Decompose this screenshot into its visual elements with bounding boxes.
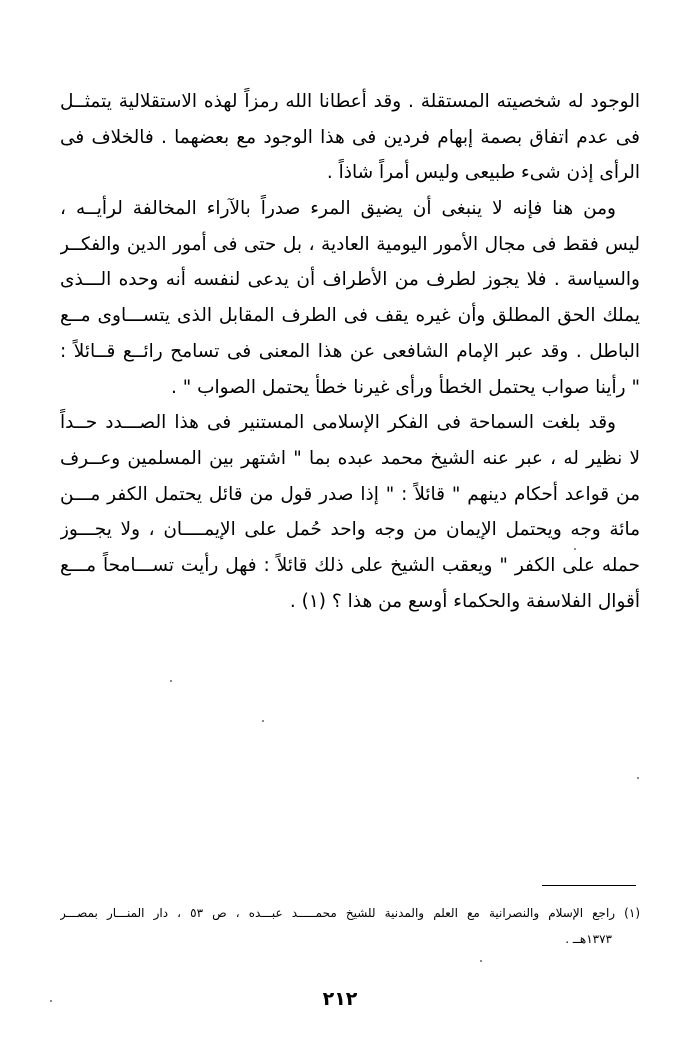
footnote-line: ١٣٧٣هــ . xyxy=(565,932,612,946)
text-line: وقد بلغت السماحة فى الفكر الإسلامى المستنير فى هذا الصـــدد حــداً xyxy=(60,412,616,434)
text-line: الرأى إذن شىء طبيعى وليس أمراً شاذاً . xyxy=(326,162,640,184)
text-line: الوجود له شخصيته المستقلة . وقد أعطانا الله رمزاً لهذه الاستقلالية يتمثــل xyxy=(60,91,640,112)
scan-speck xyxy=(170,680,172,682)
footnote-separator xyxy=(542,885,636,886)
text-line: والسياسة . فلا يجوز لطرف من الأطراف أن يدعى لنفسه أنه وحده الـــذى xyxy=(60,269,640,291)
scan-speck xyxy=(637,777,639,779)
text-line: الباطل . وقد عبر الإمام الشافعى عن هذا المعنى فى تسامح رائــع قــائلاً : xyxy=(60,340,640,362)
scan-speck xyxy=(480,960,482,962)
page-number: ٢١٢ xyxy=(322,988,358,1010)
text-line: ومن هنا فإنه لا ينبغى أن يضيق المرء صدراً بالآراء المخالفة لرأيــه ، xyxy=(60,198,616,220)
footnote xyxy=(60,900,640,952)
text-line: مائة وجه ويحتمل الإيمان من وجه واحد حُمل على الإيمــــان ، ولا يجـــوز xyxy=(60,519,640,541)
text-line: ليس فقط فى مجال الأمور اليومية العادية ، بل حتى فى أمور الدين والفكــر xyxy=(60,233,640,255)
footnote-line: (١) راجع الإسلام والنصرانية مع العلم والمدنية للشيخ محمـــــد عبـــده ، ص ٥٣ ، دار المنـــار بمصـــر xyxy=(60,906,640,920)
text-line: يملك الحق المطلق وأن غيره يقف فى الطرف المقابل الذى يتســـاوى مــع xyxy=(60,305,640,327)
text-line: أقوال الفلاسفة والحكماء أوسع من هذا ؟ (١) . xyxy=(289,590,640,612)
text-line: " رأينا صواب يحتمل الخطأ ورأى غيرنا خطأ يحتمل الصواب " . xyxy=(170,376,640,398)
text-line: لا نظير له ، عبر عنه الشيخ محمد عبده بما " اشتهر بين المسلمين وعــرف xyxy=(60,447,640,469)
scan-speck xyxy=(50,1000,52,1002)
text-line: فى عدم اتفاق بصمة إبهام فردين فى هذا الوجود مع بعضهما . فالخلاف فى xyxy=(60,126,640,148)
scan-speck xyxy=(574,548,576,550)
scan-speck xyxy=(262,720,264,722)
body-text xyxy=(60,84,640,619)
text-line: حمله على الكفر " ويعقب الشيخ على ذلك قائلاً : فهل رأيت تســـامحاً مـــع xyxy=(60,554,640,576)
text-line: من قواعد أحكام دينهم " قائلاً : " إذا صدر قول من قائل يحتمل الكفر مـــن xyxy=(60,483,640,505)
